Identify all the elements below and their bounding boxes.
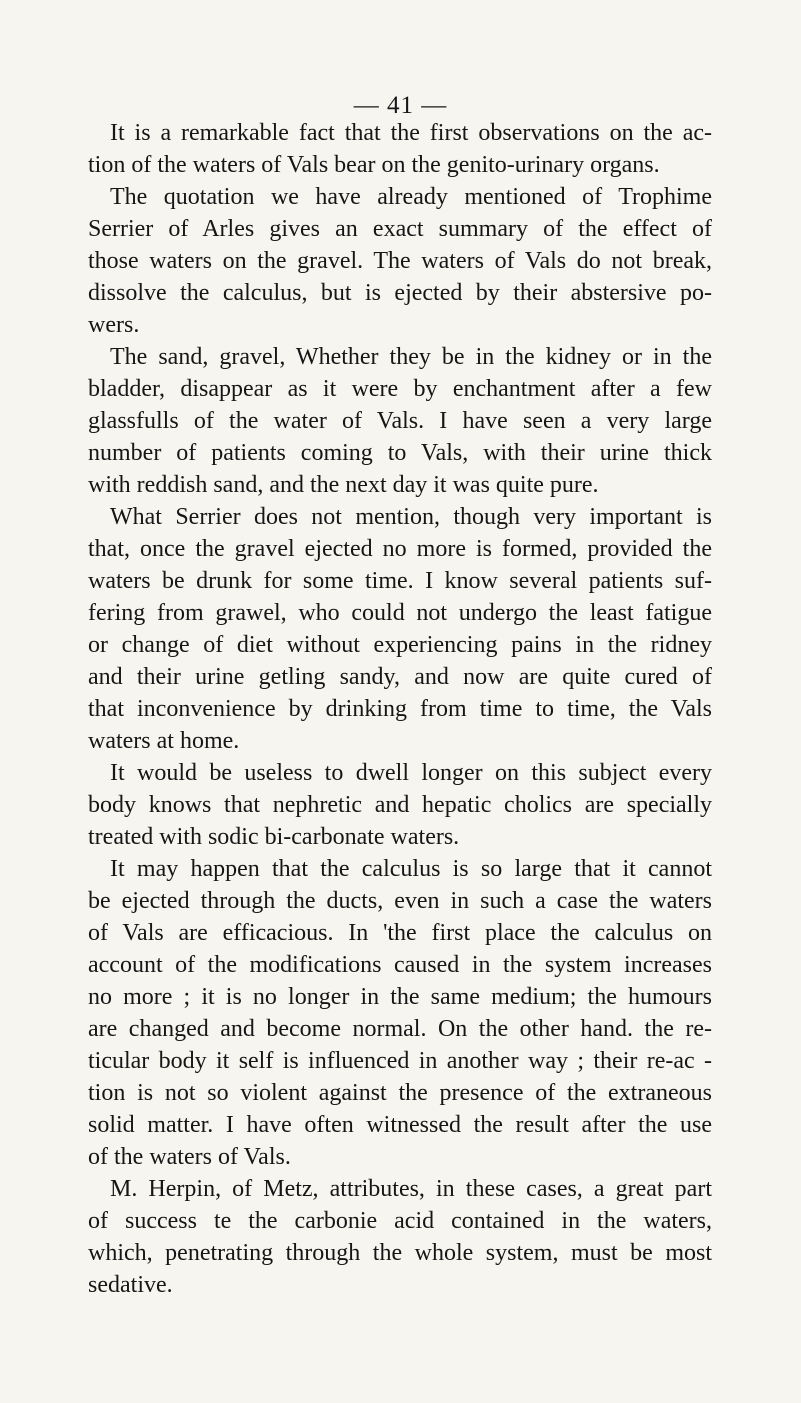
text-line: The sand, gravel, Whether they be in the kidney or in the [110,344,712,370]
text-line: waters at home. [88,728,240,754]
text-line: M. Herpin, of Metz, attributes, in these cases, a great part [110,1176,712,1202]
paragraph [88,501,712,757]
text-line: glassfulls of the water of Vals. I have seen a very large [88,408,712,434]
text-line: fering from grawel, who could not undergo the least fatigue [88,600,712,626]
text-line: tion of the waters of Vals bear on the genito-urinary organs. [88,152,660,178]
text-line: Serrier of Arles gives an exact summary of the effect of [88,216,712,242]
text-line: which, penetrating through the whole system, must be most [88,1240,712,1266]
text-line: body knows that nephretic and hepatic cholics are specially [88,792,712,818]
text-line: sedative. [88,1272,173,1298]
paragraph [88,181,712,341]
text-line: and their urine getling sandy, and now are quite cured of [88,664,712,690]
text-line: The quotation we have already mentioned of Trophime [110,184,712,210]
text-line: number of patients coming to Vals, with their urine thick [88,440,712,466]
text-line: of the waters of Vals. [88,1144,291,1170]
text-line: tion is not so violent against the presence of the extraneous [88,1080,712,1106]
text-line: treated with sodic bi-carbonate waters. [88,824,460,850]
text-line: of success te the carbonie acid contained in the waters, [88,1208,712,1234]
paragraph [88,117,712,181]
text-line: dissolve the calculus, but is ejected by their abstersive po- [88,280,712,306]
paragraph [88,757,712,853]
text-line: with reddish sand, and the next day it was quite pure. [88,472,599,498]
text-line: wers. [88,312,140,338]
text-line: It would be useless to dwell longer on this subject every [110,760,712,786]
text-line: solid matter. I have often witnessed the result after the use [88,1112,712,1138]
text-line: What Serrier does not mention, though very important is [110,504,712,530]
text-line: that, once the gravel ejected no more is formed, provided the [88,536,712,562]
text-line: It is a remarkable fact that the first observations on the ac- [110,120,712,146]
text-line: are changed and become normal. On the other hand. the re- [88,1016,712,1042]
body-text [88,117,712,1301]
text-line: It may happen that the calculus is so large that it cannot [110,856,712,882]
page-number: — 41 — [353,92,448,119]
text-line: account of the modifications caused in the system increases [88,952,712,978]
text-line: that inconvenience by drinking from time to time, the Vals [88,696,712,722]
paragraph [88,1173,712,1301]
text-line: of Vals are efficacious. In 'the first place the calculus on [88,920,712,946]
paragraph [88,341,712,501]
paragraph [88,853,712,1173]
text-line: or change of diet without experiencing pains in the ridney [88,632,712,658]
text-line: waters be drunk for some time. I know several patients suf- [88,568,712,594]
text-line: bladder, disappear as it were by enchantment after a few [88,376,712,402]
text-line: ticular body it self is influenced in another way ; their re-ac - [88,1048,712,1074]
text-line: no more ; it is no longer in the same medium; the humours [88,984,712,1010]
text-line: those waters on the gravel. The waters of Vals do not break, [88,248,712,274]
text-line: be ejected through the ducts, even in such a case the waters [88,888,712,914]
